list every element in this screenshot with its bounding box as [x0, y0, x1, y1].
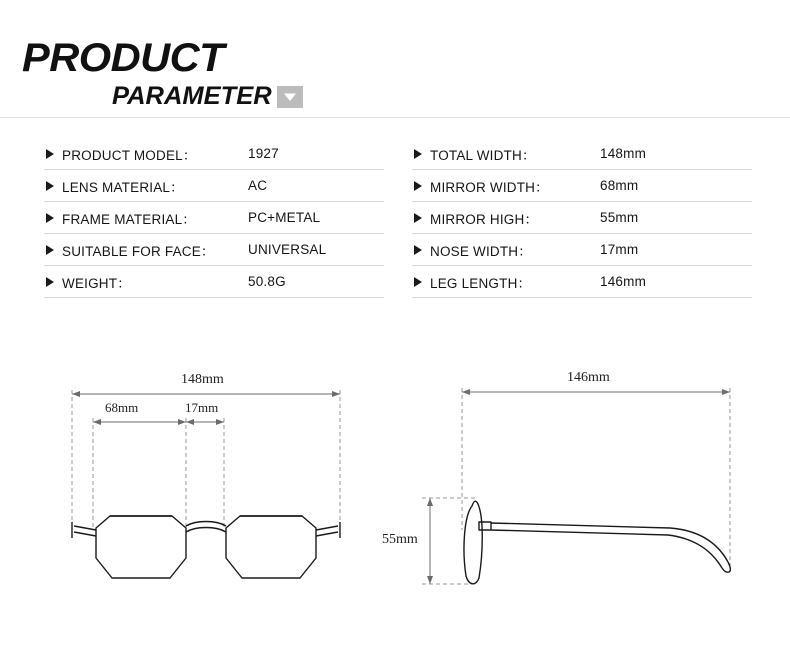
- spec-label: NOSE WIDTH：: [430, 243, 532, 259]
- front-view-diagram: [0, 350, 400, 650]
- side-view-diagram: [400, 350, 790, 650]
- chevron-down-icon: [277, 86, 303, 108]
- triangle-right-icon: [44, 181, 62, 191]
- spec-label: LEG LENGTH：: [430, 275, 532, 291]
- table-row: [412, 170, 752, 202]
- spec-label: MIRROR WIDTH：: [430, 179, 549, 195]
- triangle-right-icon: [412, 149, 430, 159]
- table-row: [412, 266, 752, 298]
- table-row: [412, 234, 752, 266]
- triangle-right-icon: [44, 277, 62, 287]
- table-row: [412, 202, 752, 234]
- triangle-right-icon: [44, 149, 62, 159]
- triangle-right-icon: [412, 181, 430, 191]
- spec-label: TOTAL WIDTH：: [430, 147, 536, 163]
- front-total-width-label: 148mm: [181, 372, 224, 387]
- spec-value: AC: [248, 178, 268, 193]
- table-row: [412, 138, 752, 170]
- page-subtitle-row: [112, 84, 303, 109]
- spec-column-right: [412, 138, 752, 298]
- spec-value: 55mm: [600, 210, 639, 225]
- header-divider: [0, 117, 790, 118]
- spec-label: MIRROR HIGH：: [430, 211, 539, 227]
- triangle-right-icon: [44, 245, 62, 255]
- page-subtitle: PARAMETER: [112, 82, 272, 110]
- triangle-right-icon: [44, 213, 62, 223]
- dimension-diagrams: [0, 350, 790, 650]
- side-lens-height-label: 55mm: [382, 532, 418, 547]
- spec-value: 148mm: [600, 146, 647, 161]
- table-row: [44, 266, 384, 298]
- specification-table: [44, 138, 752, 298]
- spec-label: FRAME MATERIAL：: [62, 211, 197, 227]
- spec-label: LENS MATERIAL：: [62, 179, 184, 195]
- page-header: [0, 0, 790, 118]
- side-leg-length-label: 146mm: [567, 370, 610, 385]
- spec-label: WEIGHT：: [62, 275, 131, 291]
- spec-label: PRODUCT MODEL：: [62, 147, 197, 163]
- spec-value: PC+METAL: [248, 210, 321, 225]
- triangle-right-icon: [412, 277, 430, 287]
- table-row: [44, 202, 384, 234]
- front-nose-width-label: 17mm: [185, 400, 219, 415]
- front-lens-width-label: 68mm: [105, 400, 139, 415]
- page-title: PRODUCT: [22, 36, 225, 80]
- table-row: [44, 170, 384, 202]
- spec-column-left: [44, 138, 384, 298]
- spec-value: UNIVERSAL: [248, 242, 327, 257]
- spec-value: 68mm: [600, 178, 639, 193]
- spec-label: SUITABLE FOR FACE：: [62, 243, 215, 259]
- spec-value: 146mm: [600, 274, 647, 289]
- triangle-right-icon: [412, 245, 430, 255]
- table-row: [44, 138, 384, 170]
- triangle-right-icon: [412, 213, 430, 223]
- spec-value: 17mm: [600, 242, 639, 257]
- spec-value: 1927: [248, 146, 279, 161]
- spec-value: 50.8G: [248, 274, 286, 289]
- table-row: [44, 234, 384, 266]
